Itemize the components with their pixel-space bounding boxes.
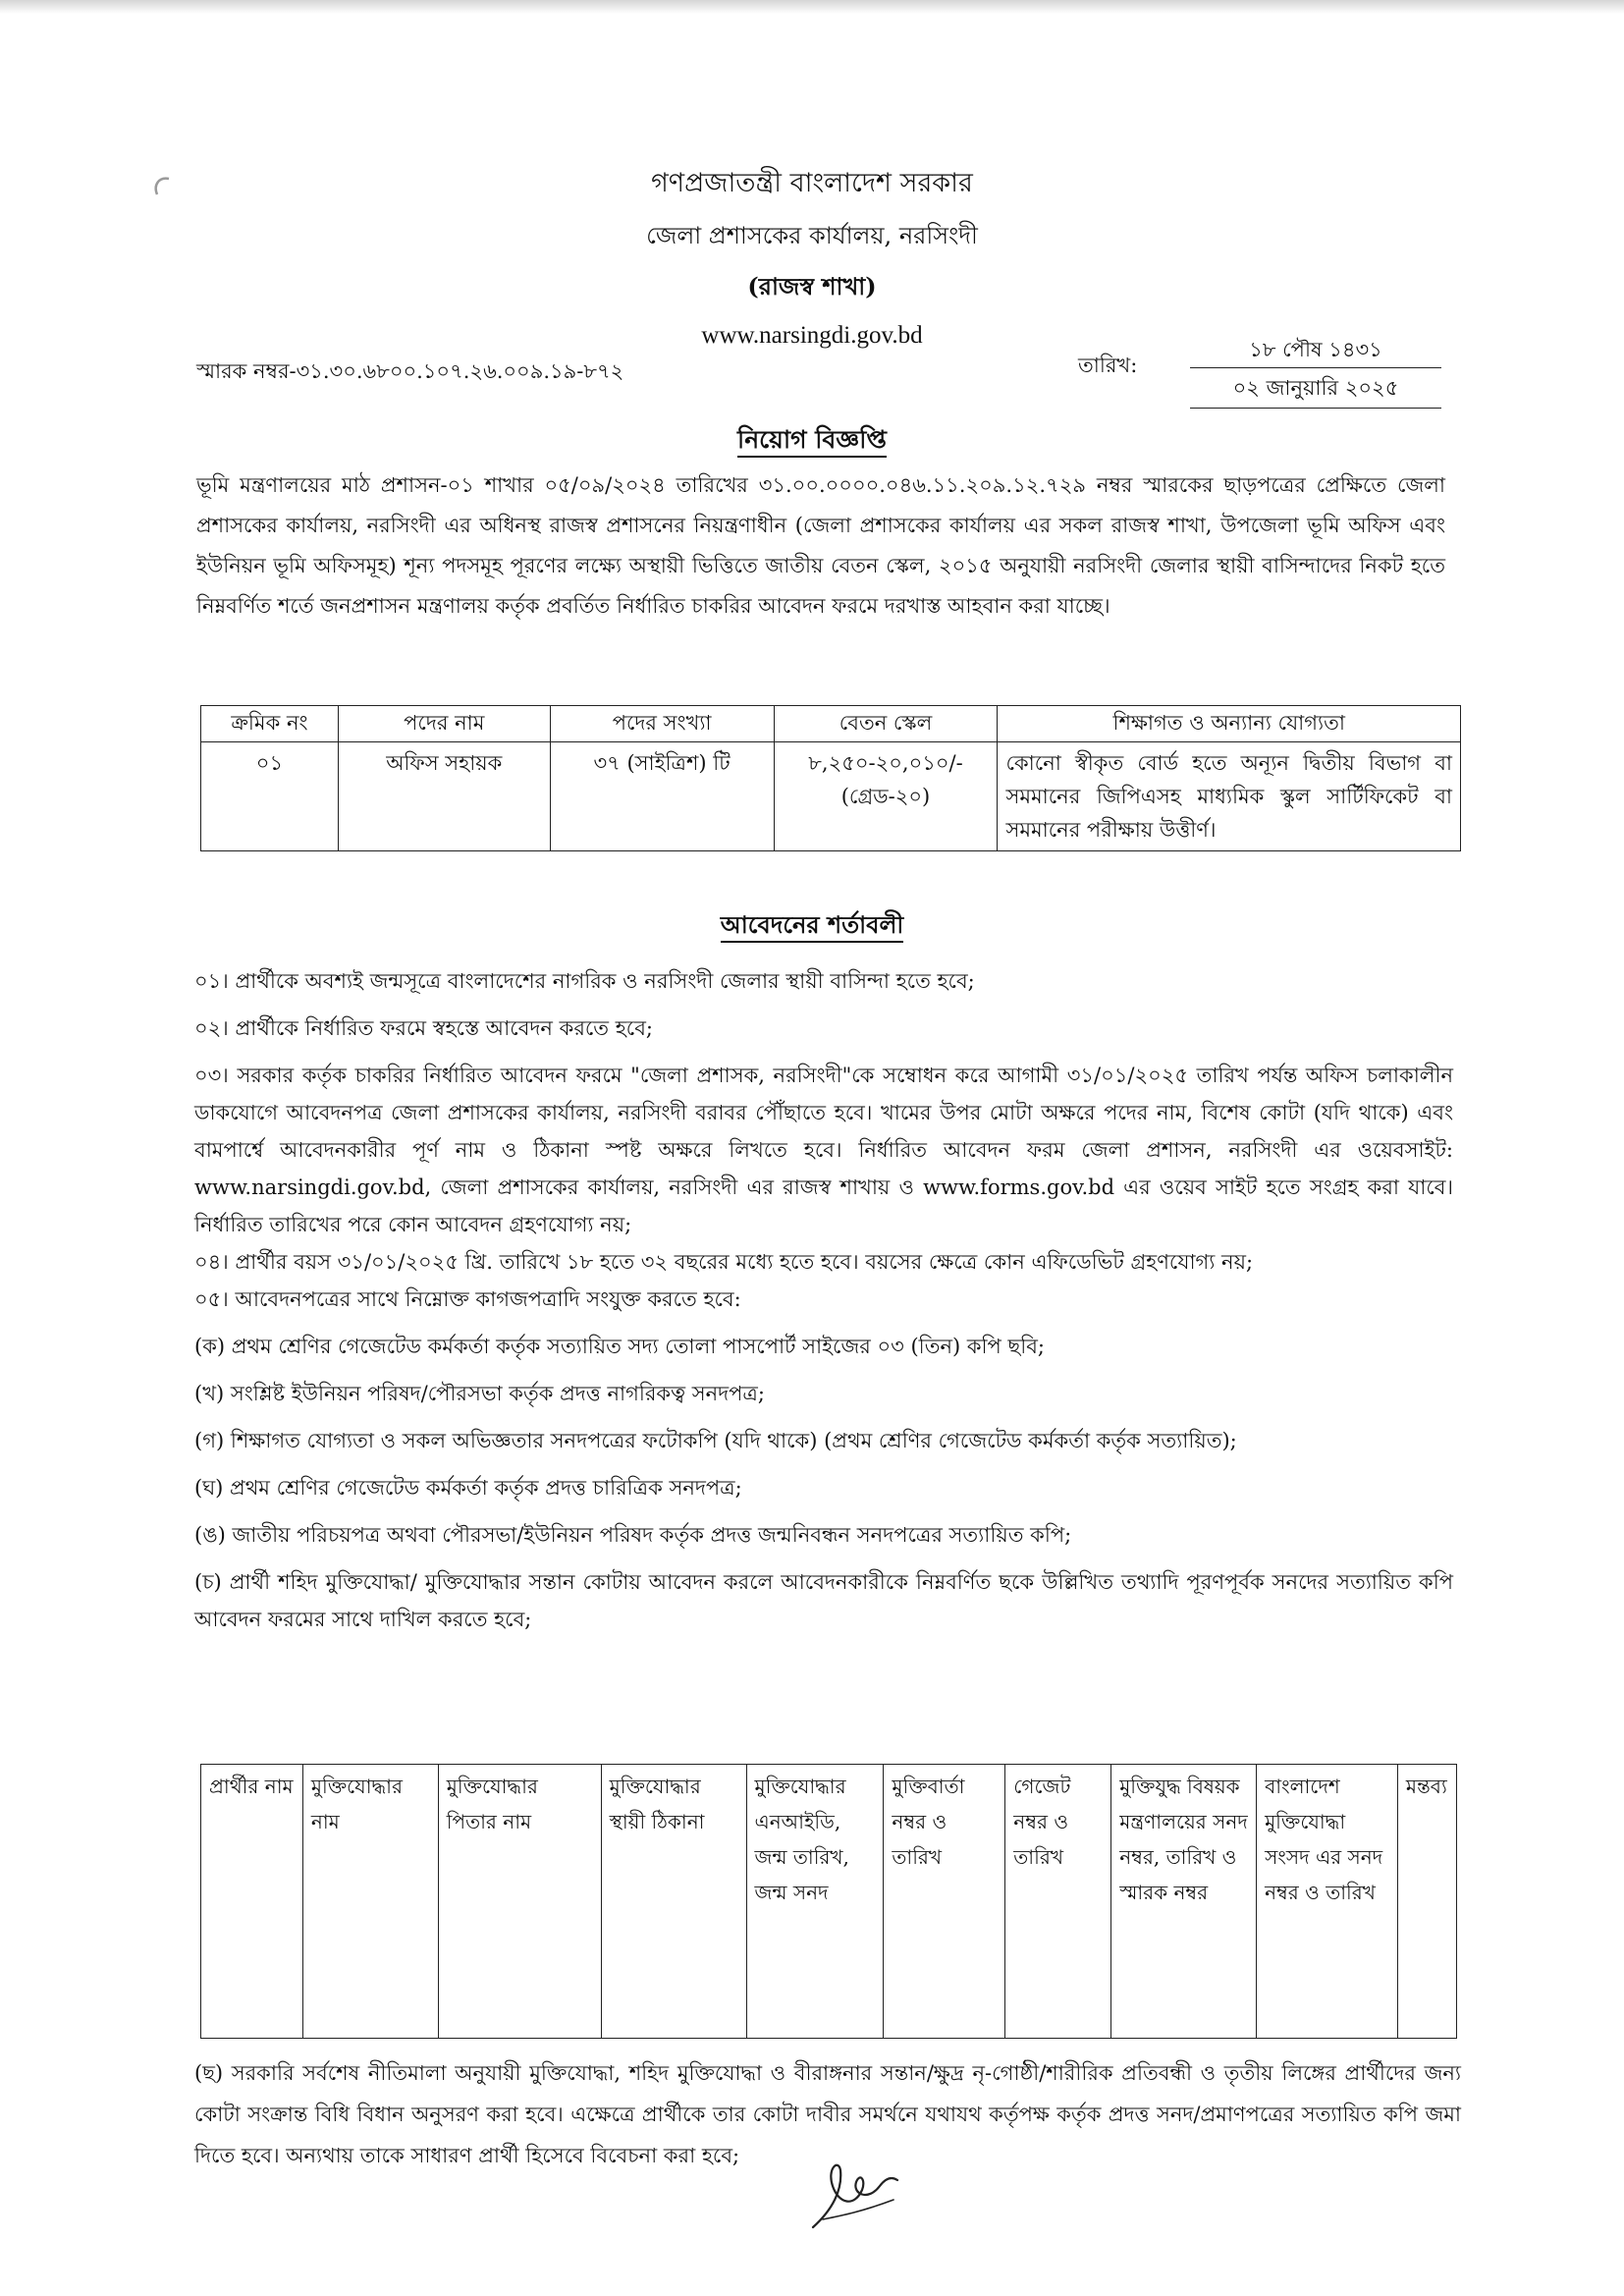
ff-header-remarks: মন্তব্য	[1397, 1765, 1456, 2039]
letterhead	[0, 157, 1624, 359]
date-label: তারিখ:	[1078, 354, 1138, 377]
scan-edge	[0, 0, 1624, 14]
notice-title	[0, 420, 1624, 463]
condition-item: ০৪। প্রার্থীর বয়স ৩১/০১/২০২৫ খ্রি. তারিখে ১৮ হতে ৩২ বছরের মধ্যে হতে হবে। বয়সের ক্ষেত্রে কোন এফিডেভিট গ্রহণযোগ্য নয়;	[194, 1250, 1254, 1274]
date-english: ০২ জানুয়ারি ২০২৫	[1190, 368, 1441, 409]
header-count: পদের সংখ্যা	[550, 706, 774, 742]
signature-mark	[803, 2151, 911, 2239]
ff-header-applicant-name: প্রার্থীর নাম	[201, 1765, 303, 2039]
freedom-fighter-header	[201, 1765, 1457, 2039]
branch-name: (রাজস্ব শাখা)	[747, 272, 877, 301]
attachment-item: (ক) প্রথম শ্রেণির গেজেটেড কর্মকর্তা কর্তৃক সত্যায়িত সদ্য তোলা পাসপোর্ট সাইজের ০৩ (তিন) কপি ছবি;	[194, 1335, 1045, 1358]
grade-value: (গ্রেড-২০)	[840, 785, 931, 808]
header-qualification: শিক্ষাগত ও অন্যান্য যোগ্যতা	[998, 706, 1461, 742]
quota-clause-text: (ছ) সরকারি সর্বশেষ নীতিমালা অনুযায়ী মুক্তিযোদ্ধা, শহিদ মুক্তিযোদ্ধা ও বীরাঙ্গনার সন্তান/ক্ষুদ্র নৃ-গোষ্ঠী/শারীরিক প্রতিবন্ধী ও তৃতীয় লিঙ্গের প্রার্থীদের জন্য কোটা সংক্রান্ত বিধি বিধান অনুসরণ করা হবে। এক্ষেত্রে প্রার্থীকে তার কোটা দাবীর সমর্থনে যথাযথ কর্তৃপক্ষ কর্তৃক প্রদত্ত সনদ/প্রমাণপত্রের সত্যায়িত কপি জমা দিতে হবে। অন্যথায় তাকে সাধারণ প্রার্থী হিসেবে বিবেচনা করা হবে;	[194, 2061, 1461, 2167]
ff-header-father-name: মুক্তিযোদ্ধার পিতার নাম	[438, 1765, 601, 2039]
ff-header-muktibarta: মুক্তিবার্তা নম্বর ও তারিখ	[884, 1765, 1005, 2039]
header-post: পদের নাম	[338, 706, 550, 742]
intro-paragraph: ভূমি মন্ত্রণালয়ের মাঠ প্রশাসন-০১ শাখার ০৫/০৯/২০২৪ তারিখের ৩১.০০.০০০০.০৪৬.১১.২০৯.১২.৭২৯ নম্বর স্মারকের ছাড়পত্রের প্রেক্ষিতে জেলা প্রশাসকের কার্যালয়, নরসিংদী এর অধিনস্থ রাজস্ব প্রশাসনের নিয়ন্ত্রণাধীন (জেলা প্রশাসকের কার্যালয় এর সকল রাজস্ব শাখা, উপজেলা ভূমি অফিস এবং ইউনিয়ন ভূমি অফিসমূহ) শূন্য পদসমূহ পূরণের লক্ষ্যে অস্থায়ী ভিত্তিতে জাতীয় বেতন স্কেল, ২০১৫ অনুযায়ী নরসিংদী জেলার স্থায়ী বাসিন্দাদের নিকট হতে নিম্নবর্ণিত শর্তে জনপ্রশাসন মন্ত্রণালয় কর্তৃক প্রবর্তিত নির্ধারিত চাকরির আবেদন ফরমে দরখাস্ত আহবান করা যাচ্ছে।	[196, 473, 1445, 618]
ff-header-ff-name: মুক্তিযোদ্ধার নাম	[302, 1765, 438, 2039]
cell-post: অফিস সহায়ক	[338, 742, 550, 851]
cell-count: ৩৭ (সাইত্রিশ) টি	[550, 742, 774, 851]
attachment-item: (খ) সংশ্লিষ্ট ইউনিয়ন পরিষদ/পৌরসভা কর্তৃক প্রদত্ত নাগরিকত্ব সনদপত্র;	[194, 1382, 765, 1405]
website-link[interactable]: www.narsingdi.gov.bd	[701, 322, 923, 349]
office-name: জেলা প্রশাসকের কার্যালয়, নরসিংদী	[646, 222, 978, 249]
scale-value: ৮,২৫০-২০,০১০/-	[808, 751, 963, 775]
post-table-header	[201, 706, 1461, 742]
attachment-item: (ঙ) জাতীয় পরিচয়পত্র অথবা পৌরসভা/ইউনিয়ন পরিষদ কর্তৃক প্রদত্ত জন্মনিবন্ধন সনদপত্রের সত্যায়িত কপি;	[194, 1523, 1072, 1547]
condition-item: ০৫। আবেদনপত্রের সাথে নিম্নোক্ত কাগজপত্রাদি সংযুক্ত করতে হবে:	[194, 1287, 741, 1311]
conditions-title	[0, 907, 1624, 947]
cell-qualification: কোনো স্বীকৃত বোর্ড হতে অন্যূন দ্বিতীয় বিভাগ বা সমমানের জিপিএসহ মাধ্যমিক স্কুল সার্টিফিকেট বা সমমানের পরীক্ষায় উত্তীর্ণ।	[998, 742, 1461, 851]
attachment-item: (চ) প্রার্থী শহিদ মুক্তিযোদ্ধা/ মুক্তিযোদ্ধার সন্তান কোটায় আবেদন করলে আবেদনকারীকে নিম্নবর্ণিত ছকে উল্লিখিত তথ্যাদি পূরণপূর্বক সনদের সত্যায়িত কপি আবেদন ফরমের সাথে দাখিল করতে হবে;	[194, 1570, 1453, 1631]
ff-header-address: মুক্তিযোদ্ধার স্থায়ী ঠিকানা	[601, 1765, 746, 2039]
conditions-title-text: আবেদনের শর্তাবলী	[721, 910, 903, 943]
cell-serial: ০১	[201, 742, 339, 851]
post-table	[200, 705, 1461, 851]
ff-header-ministry-cert: মুক্তিযুদ্ধ বিষয়ক মন্ত্রণালয়ের সনদ নম্বর, তারিখ ও স্মারক নম্বর	[1111, 1765, 1257, 2039]
attachment-item: (ঘ) প্রথম শ্রেণির গেজেটেড কর্মকর্তা কর্তৃক প্রদত্ত চারিত্রিক সনদপত্র;	[194, 1476, 742, 1500]
notice-title-text: নিয়োগ বিজ্ঞপ্তি	[737, 425, 887, 458]
header-serial: ক্রমিক নং	[201, 706, 339, 742]
attachment-item: (গ) শিক্ষাগত যোগ্যতা ও সকল অভিজ্ঞতার সনদপত্রের ফটোকপি (যদি থাকে) (প্রথম শ্রেণির গেজেটেড কর্মকর্তা কর্তৃক সত্যায়িত);	[194, 1429, 1237, 1452]
date-bangla: ১৮ পৌষ ১৪৩১	[1190, 332, 1441, 368]
freedom-fighter-table	[200, 1764, 1457, 2039]
ff-header-nid: মুক্তিযোদ্ধার এনআইডি, জন্ম তারিখ, জন্ম সনদ	[746, 1765, 884, 2039]
ff-header-gazette: গেজেট নম্বর ও তারিখ	[1005, 1765, 1111, 2039]
header-scale: বেতন স্কেল	[774, 706, 998, 742]
condition-item: ০২। প্রার্থীকে নির্ধারিত ফরমে স্বহস্তে আবেদন করতে হবে;	[194, 1016, 653, 1040]
condition-item: ০১। প্রার্থীকে অবশ্যই জন্মসূত্রে বাংলাদেশের নাগরিক ও নরসিংদী জেলার স্থায়ী বাসিন্দা হতে হবে;	[194, 969, 975, 993]
cell-scale	[774, 742, 998, 851]
government-name: গণপ্রজাতন্ত্রী বাংলাদেশ সরকার	[651, 168, 973, 198]
conditions-list	[194, 962, 1453, 1638]
ff-header-sangsad-cert: বাংলাদেশ মুক্তিযোদ্ধা সংসদ এর সনদ নম্বর ও তারিখ	[1257, 1765, 1398, 2039]
memo-number: স্মারক নম্বর-৩১.৩০.৬৮০০.১০৭.২৬.০০৯.১৯-৮৭২	[196, 359, 624, 383]
table-row	[201, 742, 1461, 851]
date-block	[1190, 332, 1441, 409]
condition-item: ০৩। সরকার কর্তৃক চাকরির নির্ধারিত আবেদন ফরমে "জেলা প্রশাসক, নরসিংদী"কে সম্বোধন করে আগামী ৩১/০১/২০২৫ তারিখ পর্যন্ত অফিস চলাকালীন ডাকযোগে আবেদনপত্র জেলা প্রশাসকের কার্যালয়, নরসিংদী বরাবর পৌঁছাতে হবে। খামের উপর মোটা অক্ষরে পদের নাম, বিশেষ কোটা (যদি থাকে) এবং বামপার্শ্বে আবেদনকারীর পূর্ণ নাম ও ঠিকানা স্পষ্ট অক্ষরে লিখতে হবে। নির্ধারিত আবেদন ফরম জেলা প্রশাসন, নরসিংদী এর ওয়েবসাইট: www.narsingdi.gov.bd, জেলা প্রশাসকের কার্যালয়, নরসিংদী এর রাজস্ব শাখায় ও www.forms.gov.bd এর ওয়েব সাইট হতে সংগ্রহ করা যাবে। নির্ধারিত তারিখের পরে কোন আবেদন গ্রহণযোগ্য নয়;	[194, 1064, 1453, 1236]
